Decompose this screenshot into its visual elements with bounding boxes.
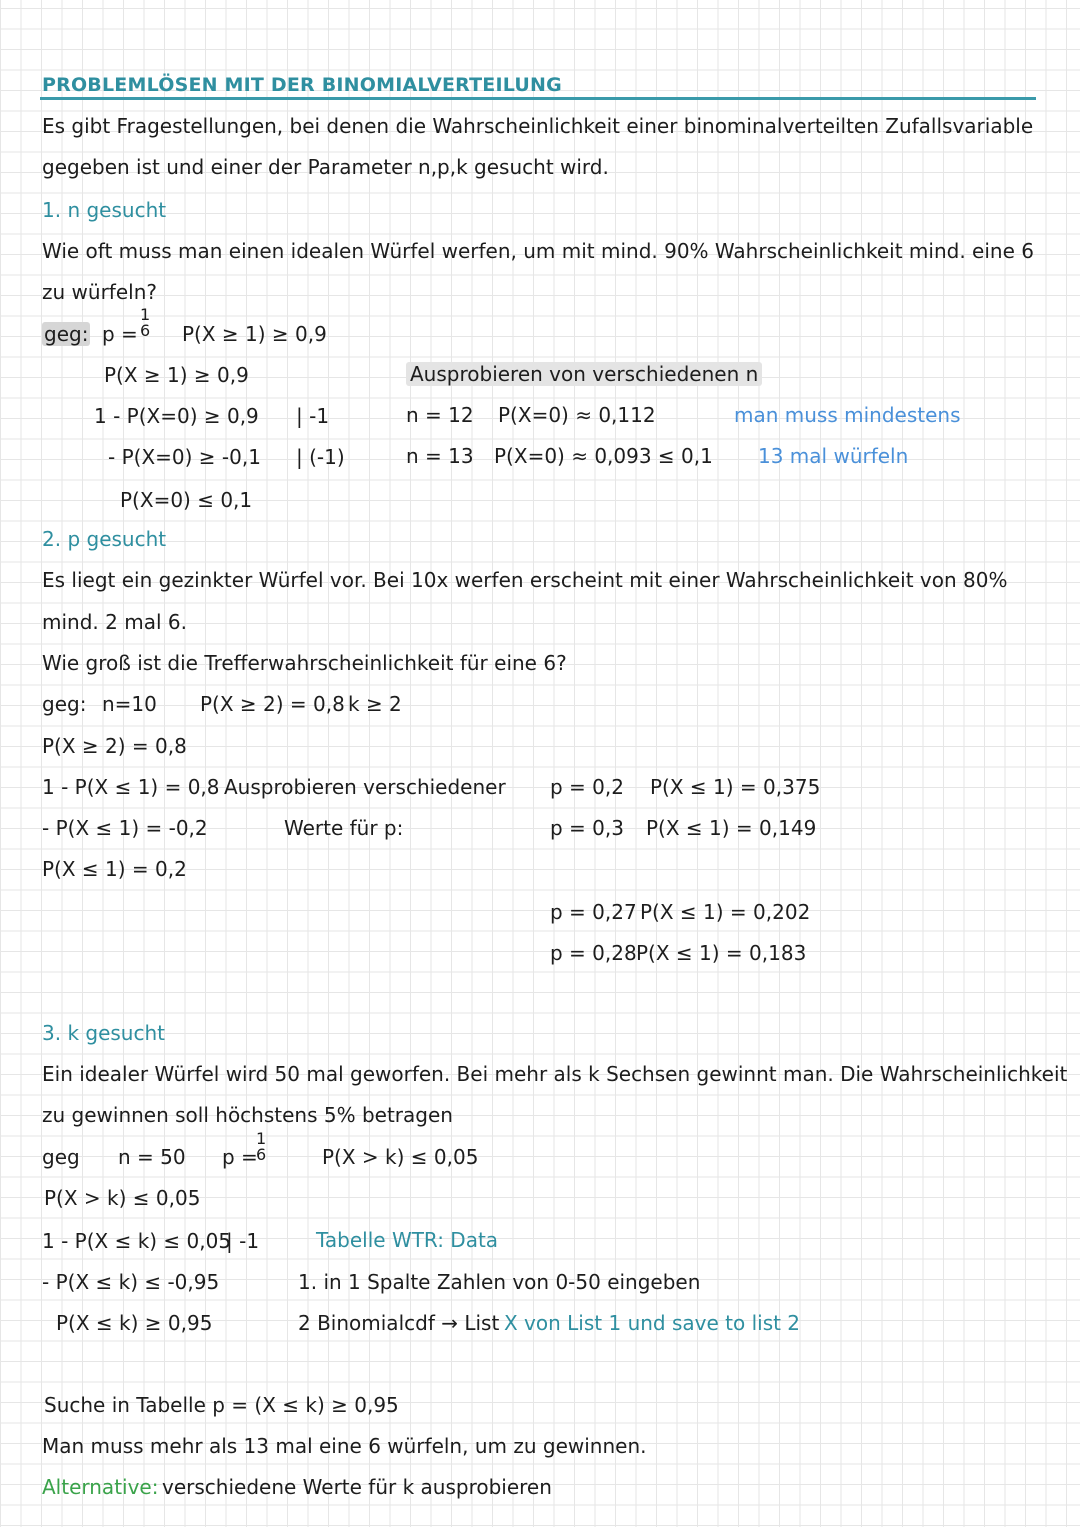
s3-alternative-label: Alternative: [42, 1475, 159, 1499]
s3-fraction-one-sixth: 1 6 [256, 1129, 267, 1164]
s3-alternative-text: verschiedene Werte für k ausprobieren [162, 1475, 552, 1499]
s3-geg-label: geg [42, 1145, 80, 1169]
s1-calc-line-4: P(X=0) ≤ 0,1 [120, 488, 253, 512]
s1-try-label: Ausprobieren von verschiedenen n [406, 362, 762, 386]
s1-calc-line-1: P(X ≥ 1) ≥ 0,9 [104, 363, 249, 387]
s2-p-028-value: P(X ≤ 1) = 0,183 [636, 941, 807, 965]
s1-n13: n = 13 [406, 444, 474, 468]
s3-step-2b: X von List 1 und save to list 2 [504, 1311, 801, 1335]
s2-p-02-value: P(X ≤ 1) = 0,375 [650, 775, 821, 799]
s2-calc-line-4: P(X ≤ 1) = 0,2 [42, 857, 187, 881]
s3-calc-op-2: | -1 [226, 1229, 260, 1253]
s3-result-line: Man muss mehr als 13 mal eine 6 würfeln, um zu gewinnen. [42, 1434, 647, 1458]
s1-n13-prob: P(X=0) ≈ 0,093 ≤ 0,1 [494, 444, 713, 468]
s1-geg-label: geg: [44, 322, 89, 346]
s1-calc-op-3: | (-1) [296, 445, 345, 469]
s1-question-line-1: Wie oft muss man einen idealen Würfel werfen, um mit mind. 90% Wahrscheinlichkeit mind. eine 6 [42, 239, 1034, 263]
s2-geg-k: k ≥ 2 [348, 692, 402, 716]
s3-calc-line-4: P(X ≤ k) ≥ 0,95 [56, 1311, 213, 1335]
s2-calc-line-3: - P(X ≤ 1) = -0,2 [42, 816, 208, 840]
s3-step-1: 1. in 1 Spalte Zahlen von 0-50 eingeben [298, 1270, 701, 1294]
s3-step-2a: 2 Binomialcdf → List [298, 1311, 500, 1335]
s1-fraction-one-sixth: 1 6 [140, 305, 151, 340]
s2-p-027: p = 0,27 [550, 900, 637, 924]
s2-try-line-2: Werte für p: [284, 816, 404, 840]
s3-question-line-2: zu gewinnen soll höchstens 5% betragen [42, 1103, 453, 1127]
s1-geg-p: p = [102, 322, 138, 346]
s2-p-028: p = 0,28 [550, 941, 637, 965]
s1-n12-prob: P(X=0) ≈ 0,112 [498, 403, 656, 427]
s1-question-line-2: zu würfeln? [42, 280, 157, 304]
s2-try-line-1: Ausprobieren verschiedener [224, 775, 506, 799]
s3-question-line-1: Ein idealer Würfel wird 50 mal geworfen. Bei mehr als k Sechsen gewinnt man. Die Wahrscheinlichkeit [42, 1062, 1068, 1086]
s2-p-03: p = 0,3 [550, 816, 624, 840]
s3-search-line: Suche in Tabelle p = (X ≤ k) ≥ 0,95 [44, 1393, 399, 1417]
s1-calc-line-2: 1 - P(X=0) ≥ 0,9 [94, 404, 259, 428]
s3-geg-p: p = [222, 1145, 258, 1169]
s1-calc-line-3: - P(X=0) ≥ -0,1 [108, 445, 261, 469]
intro-line-1: Es gibt Fragestellungen, bei denen die Wahrscheinlichkeit einer binominalverteilten Zufallsvariable [42, 114, 1034, 138]
s3-geg-n: n = 50 [118, 1145, 186, 1169]
intro-line-2: gegeben ist und einer der Parameter n,p,k gesucht wird. [42, 155, 609, 179]
s2-question-line-1: Es liegt ein gezinkter Würfel vor. Bei 10x werfen erscheint mit einer Wahrscheinlichkeit von 80% [42, 568, 1008, 592]
s1-geg-condition: P(X ≥ 1) ≥ 0,9 [182, 322, 327, 346]
s3-geg-condition: P(X > k) ≤ 0,05 [322, 1145, 479, 1169]
section-2-heading: 2. p gesucht [42, 527, 167, 551]
s3-calc-line-3: - P(X ≤ k) ≤ -0,95 [42, 1270, 220, 1294]
s2-geg-label: geg: [42, 692, 87, 716]
section-3-heading: 3. k gesucht [42, 1021, 165, 1045]
s2-question-line-3: Wie groß ist die Trefferwahrscheinlichkeit für eine 6? [42, 651, 567, 675]
s3-table-label: Tabelle WTR: Data [316, 1228, 499, 1252]
s1-calc-op-2: | -1 [296, 404, 330, 428]
s1-answer-line-2: 13 mal würfeln [758, 444, 909, 468]
s3-calc-line-2: 1 - P(X ≤ k) ≤ 0,05 [42, 1229, 232, 1253]
s2-question-line-2: mind. 2 mal 6. [42, 610, 187, 634]
s2-calc-line-2: 1 - P(X ≤ 1) = 0,8 [42, 775, 220, 799]
s2-p-02: p = 0,2 [550, 775, 624, 799]
page-title: PROBLEMLÖSEN MIT DER BINOMIALVERTEILUNG [42, 74, 562, 96]
s2-geg-p: P(X ≥ 2) = 0,8 [200, 692, 345, 716]
s1-answer-line-1: man muss mindestens [734, 403, 961, 427]
title-underline [40, 97, 1036, 100]
s3-calc-line-1: P(X > k) ≤ 0,05 [44, 1186, 201, 1210]
section-1-heading: 1. n gesucht [42, 198, 167, 222]
s2-geg-n: n=10 [102, 692, 157, 716]
s1-n12: n = 12 [406, 403, 474, 427]
s2-p-027-value: P(X ≤ 1) = 0,202 [640, 900, 811, 924]
s2-calc-line-1: P(X ≥ 2) = 0,8 [42, 734, 187, 758]
s2-p-03-value: P(X ≤ 1) = 0,149 [646, 816, 817, 840]
